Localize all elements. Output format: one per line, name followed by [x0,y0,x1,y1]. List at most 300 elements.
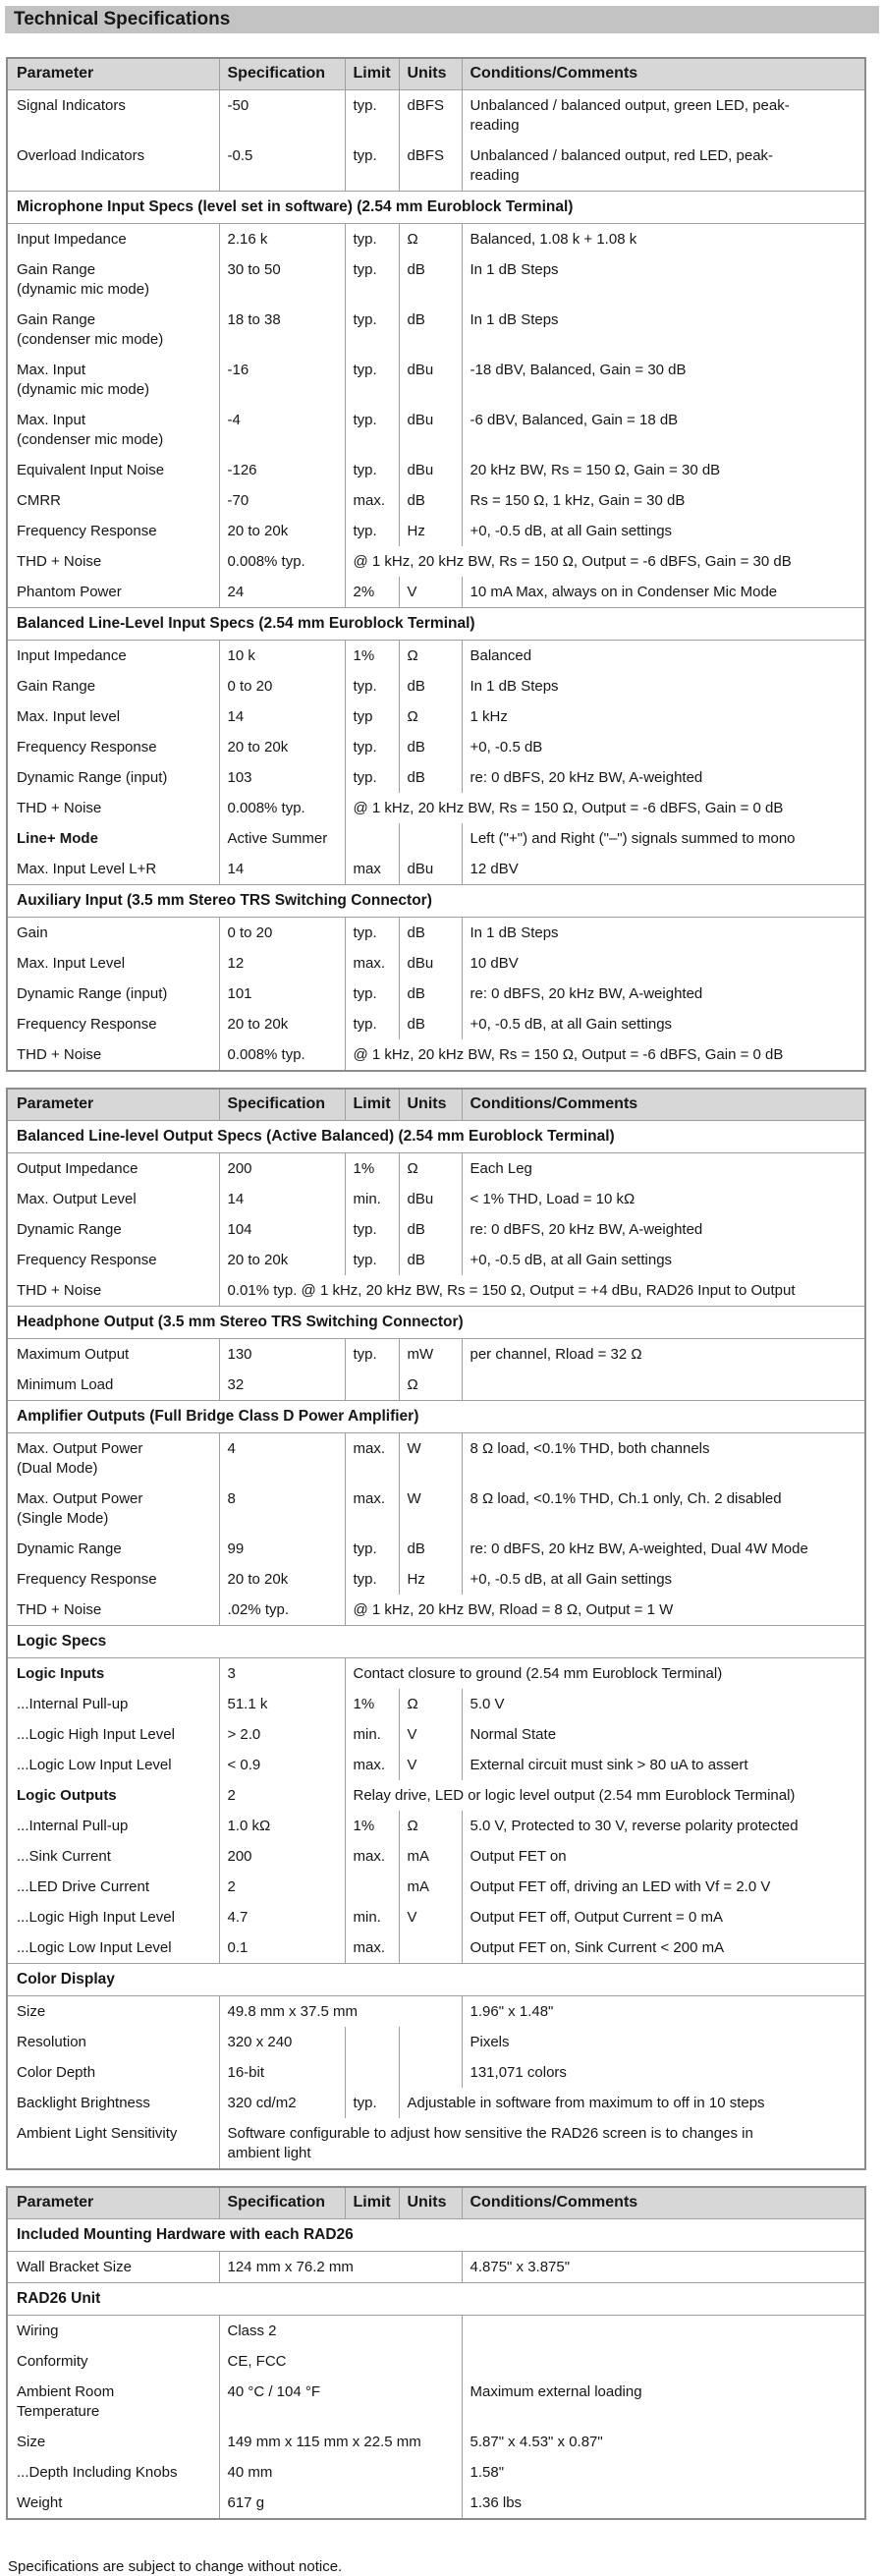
table-row [7,1595,865,1626]
table-cell: ...Logic High Input Level [17,1908,175,1926]
table-cell [399,823,462,854]
table-cell: Weight [17,2493,63,2511]
table-cell: Frequency Response [17,738,157,756]
spec-table [6,57,866,1072]
table-cell: 0.008% typ. [219,546,345,577]
table-cell: Each Leg [462,1153,865,1185]
table-cell: Ω [399,641,462,672]
table-row [7,1658,865,1690]
table-cell: Dynamic Range [17,1220,122,1238]
table-cell: 2.16 k [219,224,345,255]
table-cell: 20 kHz BW, Rs = 150 Ω, Gain = 30 dB [462,455,865,485]
table-cell: +0, -0.5 dB, at all Gain settings [462,1009,865,1039]
table-cell: dBu [399,355,462,405]
table-cell: ...LED Drive Current [17,1877,150,1895]
column-header-row [7,1089,865,1121]
table-row [7,305,865,355]
table-cell: 14 [219,854,345,885]
table-cell: dBu [399,948,462,979]
table-cell: ...Internal Pull-up [17,1817,129,1834]
table-row [7,1339,865,1371]
table-cell: 104 [219,1214,345,1245]
table-cell: @ 1 kHz, 20 kHz BW, Rs = 150 Ω, Output = -6 dBFS, Gain = 0 dB [345,793,865,823]
section-header-row [7,1964,865,1996]
table-cell: Ambient Light Sensitivity [17,2124,178,2142]
table-cell: > 2.0 [219,1719,345,1750]
section-title: Balanced Line-Level Input Specs (2.54 mm Euroblock Terminal) [7,608,865,641]
table-cell: dB [399,918,462,949]
column-header-cell: Limit [345,1089,399,1121]
table-cell: 320 cd/m2 [219,2088,345,2118]
table-cell: ...Internal Pull-up [17,1695,129,1712]
table-row [7,1039,865,1071]
table-cell: Dynamic Range (input) [17,768,168,786]
table-cell: -18 dBV, Balanced, Gain = 30 dB [462,355,865,405]
table-row [7,918,865,949]
table-cell: 200 [219,1841,345,1872]
section-title: Included Mounting Hardware with each RAD26 [7,2219,865,2252]
table-row [7,641,865,672]
table-cell: typ. [345,140,399,192]
table-cell: Input Impedance [17,230,127,248]
table-cell: Dynamic Range (input) [17,984,168,1002]
section-title: RAD26 Unit [7,2283,865,2316]
table-cell: Max. Input Level [17,954,126,972]
table-row [7,2316,865,2347]
table-row [7,1370,865,1401]
table-cell: 149 mm x 115 mm x 22.5 mm [219,2427,462,2457]
table-cell: 617 g [219,2488,462,2519]
table-cell: Max. Output Power (Dual Mode) [17,1439,143,1477]
table-cell: -6 dBV, Balanced, Gain = 18 dB [462,405,865,455]
table-cell: Input Impedance [17,646,127,664]
table-cell: 40 mm [219,2457,462,2488]
table-cell [399,2027,462,2057]
table-cell: re: 0 dBFS, 20 kHz BW, A-weighted, Dual 4W Mode [462,1534,865,1564]
table-cell: -16 [219,355,345,405]
table-cell: typ. [345,516,399,546]
table-row [7,762,865,793]
table-cell: Relay drive, LED or logic level output (2.54 mm Euroblock Terminal) [345,1780,865,1811]
table-cell: dB [399,1009,462,1039]
column-header-cell: Conditions/Comments [462,2187,865,2219]
table-row [7,2488,865,2519]
table-cell: dBu [399,1184,462,1214]
table-cell: ...Depth Including Knobs [17,2463,178,2481]
column-header-cell: Specification [219,2187,345,2219]
table-row [7,1750,865,1780]
column-header-row [7,2187,865,2219]
table-cell: per channel, Rload = 32 Ω [462,1339,865,1371]
table-cell: ...Sink Current [17,1847,111,1865]
table-cell: typ. [345,1245,399,1275]
table-row [7,823,865,854]
table-cell: External circuit must sink > 80 uA to assert [462,1750,865,1780]
table-cell: 3 [219,1658,345,1690]
table-row [7,2118,865,2169]
table-cell: Line+ Mode [17,829,98,847]
table-cell: Maximum Output [17,1345,130,1363]
table-cell: Output FET on [462,1841,865,1872]
table-cell: 0 to 20 [219,671,345,701]
table-cell: Max. Input (condenser mic mode) [17,411,164,448]
table-cell: -126 [219,455,345,485]
table-cell: +0, -0.5 dB, at all Gain settings [462,1564,865,1595]
table-row [7,1275,865,1307]
table-cell: 40 °C / 104 °F [219,2377,462,2427]
column-header-cell: Conditions/Comments [462,58,865,90]
table-cell: CMRR [17,491,61,509]
table-cell: Color Depth [17,2063,96,2081]
table-cell: 4.7 [219,1902,345,1932]
table-cell: 103 [219,762,345,793]
table-cell: Gain Range (condenser mic mode) [17,310,164,348]
table-cell: Overload Indicators [17,146,145,164]
section-title: Microphone Input Specs (level set in software) (2.54 mm Euroblock Terminal) [7,192,865,224]
table-row [7,1484,865,1534]
table-cell: THD + Noise [17,1281,102,1299]
table-cell: 8 Ω load, <0.1% THD, both channels [462,1433,865,1484]
table-cell: 0.01% typ. @ 1 kHz, 20 kHz BW, Rs = 150 Ω, Output = +4 dBu, RAD26 Input to Output [219,1275,865,1307]
table-cell: 0 to 20 [219,918,345,949]
table-cell: typ. [345,1339,399,1371]
table-cell: max. [345,485,399,516]
table-row [7,355,865,405]
table-cell: dB [399,1214,462,1245]
table-cell: Conformity [17,2352,88,2370]
spec-table [6,2186,866,2520]
table-cell: typ. [345,1214,399,1245]
table-row [7,701,865,732]
table-cell: 8 [219,1484,345,1534]
table-row [7,90,865,141]
page-title: Technical Specifications [5,6,879,33]
table-cell: dB [399,979,462,1009]
table-cell: dBu [399,854,462,885]
table-cell: < 1% THD, Load = 10 kΩ [462,1184,865,1214]
table-cell: V [399,1719,462,1750]
section-header-row [7,1121,865,1153]
table-row [7,1841,865,1872]
table-cell: Frequency Response [17,522,157,539]
table-cell: Maximum external loading [462,2377,865,2427]
table-cell: @ 1 kHz, 20 kHz BW, Rs = 150 Ω, Output = -6 dBFS, Gain = 0 dB [345,1039,865,1071]
table-cell: max. [345,1484,399,1534]
column-header-cell: Parameter [7,58,219,90]
table-cell: mA [399,1841,462,1872]
table-cell: 20 to 20k [219,516,345,546]
table-cell: dBu [399,405,462,455]
table-cell: Output FET off, driving an LED with Vf = 2.0 V [462,1872,865,1902]
table-cell [399,2057,462,2088]
table-row [7,671,865,701]
table-cell: min. [345,1902,399,1932]
table-cell: Logic Outputs [17,1786,117,1804]
section-header-row [7,1401,865,1433]
table-cell: 1% [345,1811,399,1841]
table-cell: 101 [219,979,345,1009]
table-cell: max. [345,1932,399,1964]
table-cell: Unbalanced / balanced output, green LED, peak- reading [462,90,865,141]
table-cell: typ. [345,355,399,405]
table-cell: 99 [219,1534,345,1564]
table-cell: ...Logic High Input Level [17,1725,175,1743]
table-cell: In 1 dB Steps [462,918,865,949]
table-cell: Equivalent Input Noise [17,461,165,478]
table-cell: 5.87" x 4.53" x 0.87" [462,2427,865,2457]
table-cell: 1.96" x 1.48" [462,1996,865,2028]
table-cell: Active Summer [219,823,345,854]
table-cell: typ. [345,254,399,305]
table-cell: mW [399,1339,462,1371]
table-cell: -50 [219,90,345,141]
table-cell: dB [399,1534,462,1564]
table-cell: Left ("+") and Right ("–") signals summed to mono [462,823,865,854]
table-cell: 2 [219,1872,345,1902]
table-cell: 16-bit [219,2057,345,2088]
table-row [7,1433,865,1484]
table-cell: W [399,1484,462,1534]
table-cell: min. [345,1184,399,1214]
table-row [7,948,865,979]
table-cell: typ. [345,1534,399,1564]
section-title: Amplifier Outputs (Full Bridge Class D Power Amplifier) [7,1401,865,1433]
table-cell: dB [399,671,462,701]
section-header-row [7,885,865,918]
table-cell: Max. Input Level L+R [17,860,157,877]
table-cell: dBFS [399,140,462,192]
table-cell: dB [399,485,462,516]
column-header-cell: Specification [219,1089,345,1121]
spec-sheet-page [0,6,884,2575]
table-cell: typ. [345,2088,399,2118]
table-row [7,1872,865,1902]
table-cell: max. [345,1750,399,1780]
table-cell: 8 Ω load, <0.1% THD, Ch.1 only, Ch. 2 disabled [462,1484,865,1534]
table-cell: dB [399,762,462,793]
table-row [7,140,865,192]
table-cell: Gain [17,924,48,941]
table-cell: Software configurable to adjust how sensitive the RAD26 screen is to changes in ambient light [219,2118,865,2169]
table-cell: @ 1 kHz, 20 kHz BW, Rs = 150 Ω, Output = -6 dBFS, Gain = 30 dB [345,546,865,577]
table-cell [345,2057,399,2088]
table-cell: re: 0 dBFS, 20 kHz BW, A-weighted [462,762,865,793]
table-cell: 14 [219,1184,345,1214]
section-title: Headphone Output (3.5 mm Stereo TRS Switching Connector) [7,1307,865,1339]
table-cell: dBFS [399,90,462,141]
column-header-cell: Limit [345,2187,399,2219]
table-cell [345,1370,399,1401]
table-cell: Hz [399,516,462,546]
table-cell: -70 [219,485,345,516]
table-cell: typ. [345,1009,399,1039]
table-cell: 49.8 mm x 37.5 mm [219,1996,462,2028]
table-row [7,2057,865,2088]
table-cell: V [399,1902,462,1932]
table-cell: typ [345,701,399,732]
table-cell: dB [399,305,462,355]
table-row [7,577,865,608]
table-cell: Rs = 150 Ω, 1 kHz, Gain = 30 dB [462,485,865,516]
section-title: Balanced Line-level Output Specs (Active Balanced) (2.54 mm Euroblock Terminal) [7,1121,865,1153]
table-row [7,2377,865,2427]
table-cell: In 1 dB Steps [462,305,865,355]
table-row [7,854,865,885]
section-title: Color Display [7,1964,865,1996]
table-row [7,1780,865,1811]
column-header-cell: Parameter [7,2187,219,2219]
table-cell [345,2027,399,2057]
table-cell: +0, -0.5 dB [462,732,865,762]
column-header-cell: Specification [219,58,345,90]
section-header-row [7,1307,865,1339]
section-header-row [7,608,865,641]
table-cell: 1% [345,1153,399,1185]
table-cell: Adjustable in software from maximum to off in 10 steps [399,2088,865,2118]
table-cell: In 1 dB Steps [462,671,865,701]
table-cell: ...Logic Low Input Level [17,1756,172,1773]
table-row [7,1996,865,2028]
table-cell: 12 [219,948,345,979]
spec-tables [0,57,884,2520]
table-cell: Frequency Response [17,1015,157,1033]
table-cell: Ω [399,1811,462,1841]
table-row [7,2088,865,2118]
table-cell [345,823,399,854]
table-cell: Ω [399,1370,462,1401]
table-cell: 20 to 20k [219,1009,345,1039]
column-header-row [7,58,865,90]
table-cell: 0.008% typ. [219,793,345,823]
table-row [7,1534,865,1564]
table-cell: dB [399,1245,462,1275]
column-header-cell: Limit [345,58,399,90]
table-cell [399,1932,462,1964]
table-cell: 20 to 20k [219,1564,345,1595]
table-cell: V [399,577,462,608]
table-cell: 130 [219,1339,345,1371]
table-cell: min. [345,1719,399,1750]
column-header-cell: Units [399,58,462,90]
table-cell: THD + Noise [17,1045,102,1063]
table-cell: Balanced [462,641,865,672]
table-cell: Phantom Power [17,583,122,600]
table-cell: dBu [399,455,462,485]
column-header-cell: Units [399,2187,462,2219]
table-cell: Resolution [17,2033,86,2050]
table-cell: 1% [345,1689,399,1719]
table-cell: 10 mA Max, always on in Condenser Mic Mode [462,577,865,608]
table-cell [345,1872,399,1902]
table-cell: CE, FCC [219,2346,462,2377]
table-cell: Ω [399,224,462,255]
section-header-row [7,2219,865,2252]
table-cell: 32 [219,1370,345,1401]
table-row [7,732,865,762]
table-row [7,1689,865,1719]
table-row [7,546,865,577]
table-cell: typ. [345,455,399,485]
table-cell: Balanced, 1.08 k + 1.08 k [462,224,865,255]
section-title: Logic Specs [7,1626,865,1658]
table-cell: @ 1 kHz, 20 kHz BW, Rload = 8 Ω, Output = 1 W [345,1595,865,1626]
table-cell: Wall Bracket Size [17,2258,132,2275]
table-cell [462,2316,865,2347]
table-row [7,1214,865,1245]
table-cell: dB [399,732,462,762]
table-cell: Size [17,2002,46,2020]
table-cell: Max. Output Level [17,1190,137,1207]
table-cell: Normal State [462,1719,865,1750]
table-cell: 1.58" [462,2457,865,2488]
table-cell: Frequency Response [17,1251,157,1268]
table-cell: mA [399,1872,462,1902]
table-cell: typ. [345,979,399,1009]
table-cell [462,1370,865,1401]
table-cell: THD + Noise [17,1600,102,1618]
table-cell: Max. Input (dynamic mic mode) [17,361,150,398]
table-cell: 131,071 colors [462,2057,865,2088]
table-cell: 4.875" x 3.875" [462,2252,865,2283]
table-cell: 10 dBV [462,948,865,979]
table-cell: Size [17,2433,46,2450]
column-header-cell: Conditions/Comments [462,1089,865,1121]
table-row [7,1009,865,1039]
table-cell: Hz [399,1564,462,1595]
table-cell: 1% [345,641,399,672]
table-cell: typ. [345,918,399,949]
table-cell: Output Impedance [17,1159,138,1177]
table-cell: In 1 dB Steps [462,254,865,305]
table-cell: 200 [219,1153,345,1185]
table-cell: 5.0 V [462,1689,865,1719]
table-cell: 30 to 50 [219,254,345,305]
table-cell: Max. Input level [17,707,121,725]
table-cell: max. [345,1433,399,1484]
table-row [7,1932,865,1964]
table-cell: < 0.9 [219,1750,345,1780]
table-cell: Backlight Brightness [17,2094,150,2111]
table-cell: Gain Range [17,677,96,695]
table-row [7,224,865,255]
table-cell: -4 [219,405,345,455]
table-row [7,1184,865,1214]
table-cell: Ω [399,1689,462,1719]
table-cell: typ. [345,762,399,793]
section-header-row [7,192,865,224]
table-row [7,793,865,823]
footer-note: Specifications are subject to change without notice. [8,2558,343,2575]
table-cell: Minimum Load [17,1375,114,1393]
table-row [7,2427,865,2457]
table-cell: max [345,854,399,885]
table-cell: .02% typ. [219,1595,345,1626]
section-header-row [7,2283,865,2316]
table-cell: ...Logic Low Input Level [17,1938,172,1956]
table-cell: Max. Output Power (Single Mode) [17,1489,143,1527]
table-cell: 0.008% typ. [219,1039,345,1071]
table-cell: typ. [345,671,399,701]
table-cell: 2 [219,1780,345,1811]
table-row [7,1245,865,1275]
table-cell: Ω [399,1153,462,1185]
table-cell: typ. [345,90,399,141]
table-cell: 1.36 lbs [462,2488,865,2519]
table-cell: Gain Range (dynamic mic mode) [17,260,150,298]
table-row [7,1564,865,1595]
table-cell: 12 dBV [462,854,865,885]
table-row [7,2457,865,2488]
